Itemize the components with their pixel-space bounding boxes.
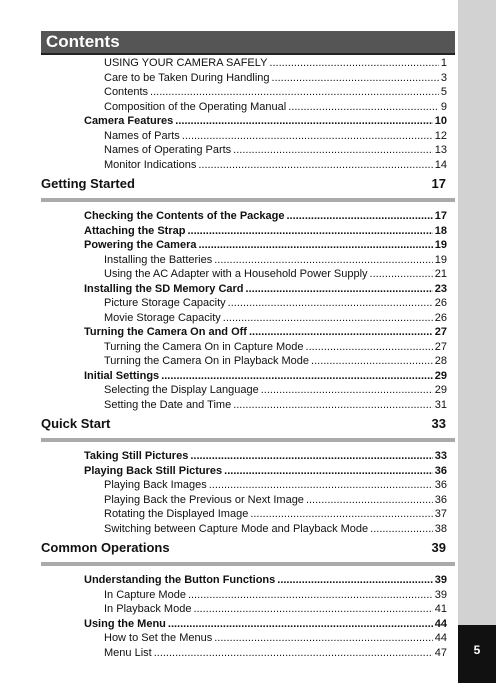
dot-leader — [187, 225, 432, 237]
dot-leader — [306, 494, 433, 506]
toc-entry-title: Using the Menu — [84, 617, 166, 630]
toc-entry[interactable] — [104, 589, 447, 604]
toc-entry-title: Initial Settings — [84, 369, 160, 382]
toc-entry-title: Movie Storage Capacity — [104, 311, 221, 324]
toc-entry-page: 10 — [434, 115, 447, 127]
toc-entry[interactable] — [104, 268, 447, 283]
dot-leader — [233, 399, 433, 411]
toc-entry-page: 36 — [434, 464, 447, 477]
toc-entry-title: Turning the Camera On in Playback Mode — [104, 355, 310, 367]
toc-entry-page: 27 — [434, 340, 447, 353]
toc-entry-page: 26 — [434, 297, 447, 309]
toc-entry[interactable] — [84, 370, 447, 385]
toc-entry-title: Care to be Taken During Handling — [104, 71, 270, 84]
dot-leader — [175, 115, 432, 127]
section-page: 17 — [431, 176, 446, 191]
dot-leader — [306, 341, 433, 353]
dot-leader — [288, 101, 439, 113]
section-page: 39 — [431, 540, 446, 555]
toc-entry-page: 14 — [434, 158, 447, 171]
dot-leader — [214, 254, 433, 266]
page-number-tab — [458, 625, 496, 683]
toc-entry[interactable] — [104, 254, 447, 269]
dot-leader — [311, 355, 433, 367]
toc-entry-title: In Playback Mode — [104, 603, 192, 615]
toc-entry-title: USING YOUR CAMERA SAFELY — [104, 57, 268, 69]
toc-entry[interactable] — [84, 225, 447, 240]
contents-title-bar — [41, 31, 455, 55]
dot-leader — [228, 297, 433, 309]
toc-entry-page: 29 — [434, 369, 447, 382]
dot-leader — [370, 523, 433, 535]
dot-leader — [209, 479, 433, 491]
toc-entry[interactable] — [104, 603, 447, 618]
toc-entry[interactable] — [84, 326, 447, 341]
dot-leader — [370, 268, 433, 280]
toc-entry-page: 37 — [434, 508, 447, 520]
toc-entry[interactable] — [104, 86, 447, 101]
toc-entry-page: 29 — [434, 384, 447, 396]
dot-leader — [277, 574, 432, 586]
toc-entry-title: Selecting the Display Language — [104, 384, 259, 396]
toc-entry-title: Picture Storage Capacity — [104, 297, 226, 309]
toc-entry[interactable] — [104, 130, 447, 145]
toc-entry-title: Setting the Date and Time — [104, 398, 232, 411]
toc-entry-title: Playing Back Still Pictures — [84, 464, 223, 477]
toc-entry-page: 17 — [434, 210, 447, 222]
toc-entry-page: 26 — [434, 311, 447, 324]
toc-entry[interactable] — [104, 341, 447, 356]
page-number: 5 — [473, 643, 481, 657]
toc-entry[interactable] — [104, 647, 447, 662]
dot-leader — [223, 312, 433, 324]
toc-entry-page: 31 — [434, 398, 447, 411]
dot-leader — [224, 465, 433, 477]
page-title: Contents — [46, 32, 120, 51]
dot-leader — [188, 589, 433, 601]
dot-leader — [233, 144, 433, 156]
toc-entry-page: 12 — [434, 129, 447, 142]
dot-leader — [250, 508, 432, 520]
toc-entry-title: Switching between Capture Mode and Playback Mode — [104, 522, 369, 535]
toc-entry[interactable] — [104, 479, 447, 494]
dot-leader — [193, 603, 432, 615]
toc-entry-title: Names of Operating Parts — [104, 144, 232, 156]
dot-leader — [168, 618, 433, 630]
toc-entry[interactable] — [84, 210, 447, 225]
toc-entry[interactable] — [84, 239, 447, 254]
toc-entry-page: 44 — [434, 617, 447, 630]
toc-entry[interactable] — [84, 283, 447, 298]
toc-entry-page: 1 — [440, 57, 447, 69]
toc-entry[interactable] — [104, 399, 447, 414]
section-heading[interactable] — [41, 173, 446, 194]
toc-entry-page: 27 — [434, 326, 447, 338]
dot-leader — [249, 326, 433, 338]
dot-leader — [286, 210, 432, 222]
toc-entry-title: Taking Still Pictures — [84, 450, 189, 462]
toc-entry[interactable] — [104, 101, 447, 116]
section-title: Quick Start — [41, 416, 111, 431]
toc-entry-title: How to Set the Menus — [104, 632, 213, 644]
dot-leader — [269, 57, 438, 69]
dot-leader — [198, 159, 432, 171]
toc-entry-page: 28 — [434, 355, 447, 367]
toc-entry[interactable] — [104, 632, 447, 647]
toc-entry[interactable] — [104, 57, 447, 72]
toc-entry-page: 36 — [434, 479, 447, 491]
toc-entry-page: 13 — [434, 144, 447, 156]
toc-entry-title: Installing the SD Memory Card — [84, 282, 244, 295]
toc-entry-page: 3 — [440, 71, 447, 84]
toc-entry-title: Turning the Camera On and Off — [84, 326, 247, 338]
section-heading[interactable] — [41, 537, 446, 558]
dot-leader — [261, 384, 433, 396]
toc-entry-page: 19 — [434, 253, 447, 266]
toc-entry-page: 36 — [434, 493, 447, 506]
section-rule — [41, 198, 455, 202]
dot-leader — [154, 647, 433, 659]
dot-leader — [161, 370, 433, 382]
toc-entry[interactable] — [84, 450, 447, 465]
toc-entry-title: Names of Parts — [104, 129, 180, 142]
dot-leader — [214, 632, 433, 644]
toc-entry-page: 18 — [434, 224, 447, 237]
toc-entry-page: 41 — [434, 603, 447, 615]
section-title: Common Operations — [41, 540, 170, 555]
toc-entry-title: Checking the Contents of the Package — [84, 210, 285, 222]
toc-entry-title: Playing Back Images — [104, 479, 207, 491]
toc-entry-page: 9 — [440, 100, 447, 113]
toc-entry-title: Composition of the Operating Manual — [104, 100, 287, 113]
toc-entry-title: Menu List — [104, 646, 152, 659]
toc-entry-page: 23 — [434, 282, 447, 295]
section-title: Getting Started — [41, 176, 135, 191]
toc-entry-title: Understanding the Button Functions — [84, 574, 276, 586]
toc-entry[interactable] — [104, 494, 447, 509]
section-rule — [41, 438, 455, 442]
toc-entry[interactable] — [84, 618, 447, 633]
page-edge-sidebar — [458, 0, 496, 683]
toc-entry-title: In Capture Mode — [104, 588, 186, 601]
dot-leader — [272, 72, 439, 84]
toc-entry-page: 39 — [434, 574, 447, 586]
toc-entry-title: Playing Back the Previous or Next Image — [104, 493, 304, 506]
toc-entry[interactable] — [104, 523, 447, 538]
section-page: 33 — [431, 416, 446, 431]
toc-entry-title: Attaching the Strap — [84, 224, 186, 237]
toc-entry-page: 21 — [434, 268, 447, 280]
toc-entry-title: Powering the Camera — [84, 239, 197, 251]
toc-entry-page: 33 — [434, 450, 447, 462]
dot-leader — [190, 450, 432, 462]
toc-entry-page: 44 — [434, 632, 447, 644]
toc-entry[interactable] — [104, 508, 447, 523]
dot-leader — [182, 130, 433, 142]
toc-entry-page: 39 — [434, 588, 447, 601]
table-of-contents — [0, 57, 458, 661]
toc-entry-title: Using the AC Adapter with a Household Power Supply — [104, 268, 368, 280]
toc-entry-title: Rotating the Displayed Image — [104, 508, 249, 520]
toc-entry-page: 19 — [434, 239, 447, 251]
toc-entry-title: Turning the Camera On in Capture Mode — [104, 340, 304, 353]
toc-entry-page: 5 — [440, 86, 447, 98]
toc-entry[interactable] — [104, 72, 447, 87]
toc-entry-title: Contents — [104, 86, 149, 98]
toc-entry[interactable] — [104, 312, 447, 327]
toc-entry-page: 47 — [434, 646, 447, 659]
toc-entry[interactable] — [84, 465, 447, 480]
toc-entry[interactable] — [84, 115, 447, 130]
toc-entry[interactable] — [104, 144, 447, 159]
toc-entry-title: Installing the Batteries — [104, 253, 213, 266]
section-heading[interactable] — [41, 413, 446, 434]
toc-entry[interactable] — [104, 384, 447, 399]
toc-entry[interactable] — [104, 297, 447, 312]
section-rule — [41, 562, 455, 566]
toc-entry-title: Monitor Indications — [104, 158, 197, 171]
toc-entry-page: 38 — [434, 522, 447, 535]
toc-entry-title: Camera Features — [84, 115, 174, 127]
dot-leader — [246, 283, 433, 295]
dot-leader — [198, 239, 432, 251]
dot-leader — [150, 86, 439, 98]
toc-entry[interactable] — [104, 159, 447, 174]
toc-entry[interactable] — [84, 574, 447, 589]
toc-entry[interactable] — [104, 355, 447, 370]
